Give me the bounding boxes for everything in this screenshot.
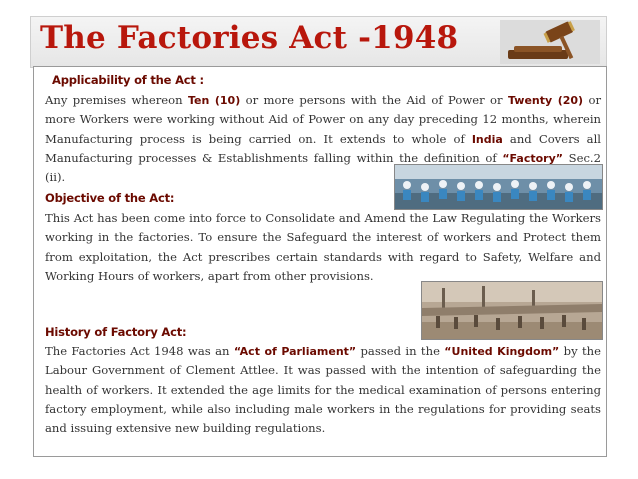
applicability-text: Any premises whereon Ten (10) or more persons with the Aid of Power or Twenty (20) or more Workers were working without Aid of Power on any day preceding 12 months, wherein Manufacturing process is being carried on. It extends to whole of India and Covers all Manufacturing processes & Establishments falling within the definition of “Factory” Sec.2 (ii). <box>45 93 601 185</box>
history-heading: History of Factory Act: <box>45 325 187 339</box>
slide-title: The Factories Act -1948 <box>40 20 459 56</box>
gavel-icon <box>500 20 600 64</box>
factory-workers-photo <box>394 164 603 210</box>
history-text: The Factories Act 1948 was an “Act of Parliament” passed in the “United Kingdom” by the Labour Government of Clement Attlee. It was passed with the intention of safeguarding the health of workers. It extended the age limits for the medical examination of persons entering factory employment, while also including male workers in the regulations for providing seats and issuing extensive new building regulations. <box>45 344 601 436</box>
objective-heading: Objective of the Act: <box>45 191 175 205</box>
historic-factory-photo <box>421 281 603 340</box>
applicability-heading: Applicability of the Act : <box>52 73 204 87</box>
objective-text: This Act has been come into force to Consolidate and Amend the Law Regulating the Workers working in the factories. To ensure the Safeguard the interest of workers and Protect them from exploitation, the Act prescribes certain standards with regard to Safety, Welfare and Working Hours of workers, apart from other provisions. <box>45 211 601 283</box>
